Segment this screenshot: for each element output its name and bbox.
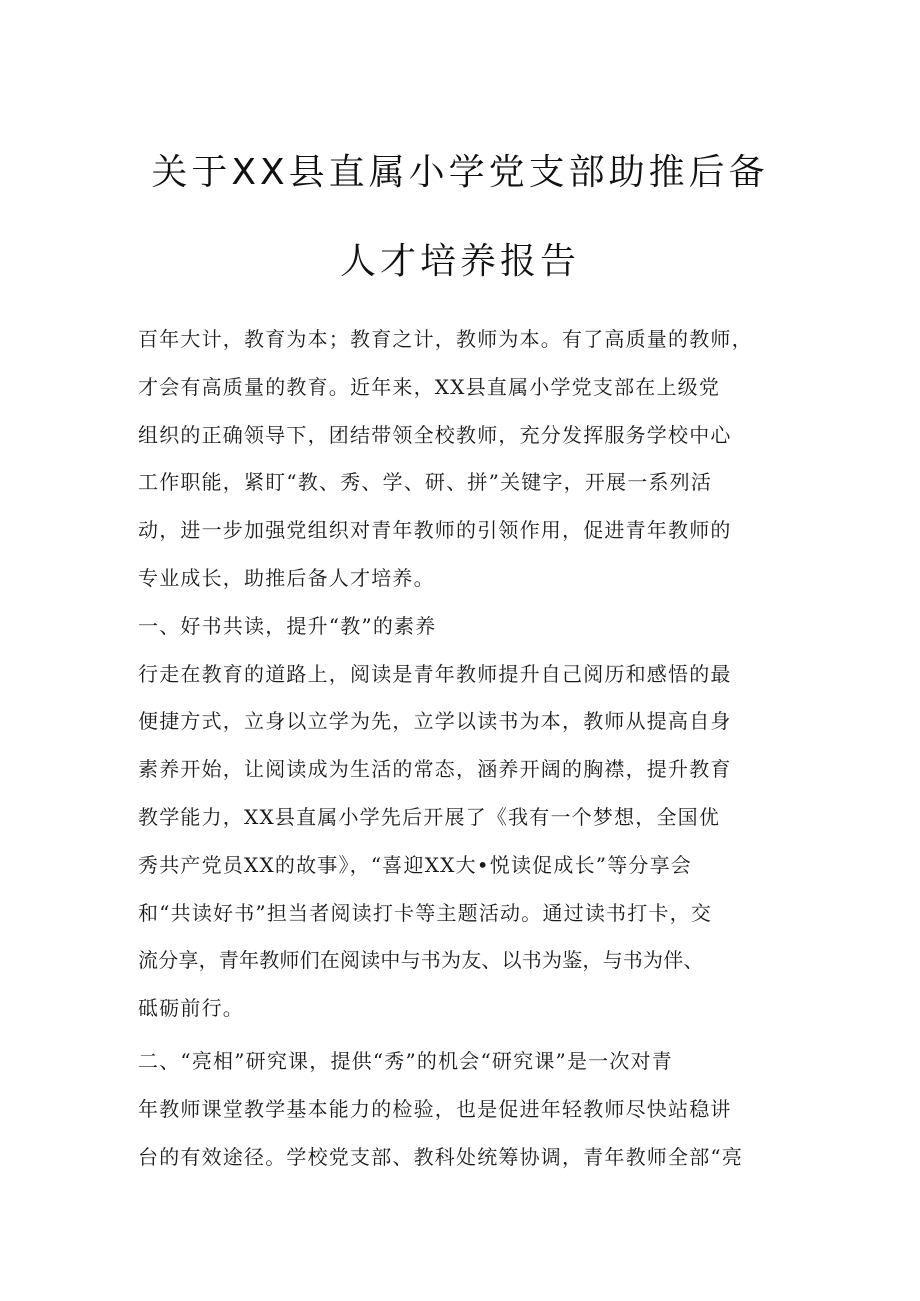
body-line: 才会有高质量的教育。近年来，XX县直属小学党支部在上级党 [138,374,721,399]
document-title-line-2: 人才培养报告 [339,241,580,282]
section-heading-1: 一、好书共读，提升“教”的素养 [138,613,437,638]
body-line: 动，进一步加强党组织对青年教师的引领作用，促进青年教师的 [138,518,732,543]
body-line: 教学能力，XX县直属小学先后开展了《我有一个梦想，全国优 [138,804,721,829]
body-line: 和“共读好书”担当者阅读打卡等主题活动。通过读书打卡，交 [138,900,713,925]
body-line: 年教师课堂教学基本能力的检验，也是促进年轻教师尽快站稳讲 [138,1096,732,1121]
body-line: 秀共产党员XX的故事》，“喜迎XX大•悦读促成长”等分享会 [138,852,692,877]
body-line: 百年大计，教育为本；教育之计，教师为本。有了高质量的教师， [138,327,753,351]
body-line: 砥砺前行。 [138,996,244,1021]
body-line: 组织的正确领导下，团结带领全校教师，充分发挥服务学校中心 [138,422,732,447]
body-line: 行走在教育的道路上，阅读是青年教师提升自己阅历和感悟的最 [138,661,732,686]
body-line: 便捷方式，立身以立学为先，立学以读书为本，教师从提高自身 [138,709,732,734]
body-line: 台的有效途径。学校党支部、教科处统筹协调，青年教师全部“亮 [138,1144,744,1169]
body-line: 流分享，青年教师们在阅读中与书为友、以书为鉴，与书为伴、 [138,948,704,973]
body-line: 工作职能，紧盯“教、秀、学、研、拼”关键字，开展一系列活 [138,470,713,495]
document-title-line-1: 关于XX县直属小学党支部助推后备 [151,152,769,193]
body-line: 专业成长，助推后备人才培养。 [138,565,435,590]
document-body [138,316,818,1181]
section-heading-2: 二、“亮相”研究课，提供“秀”的机会“研究课”是一次对青 [138,1048,673,1073]
body-line: 素养开始，让阅读成为生活的常态，涵养开阔的胸襟，提升教育 [138,757,732,782]
